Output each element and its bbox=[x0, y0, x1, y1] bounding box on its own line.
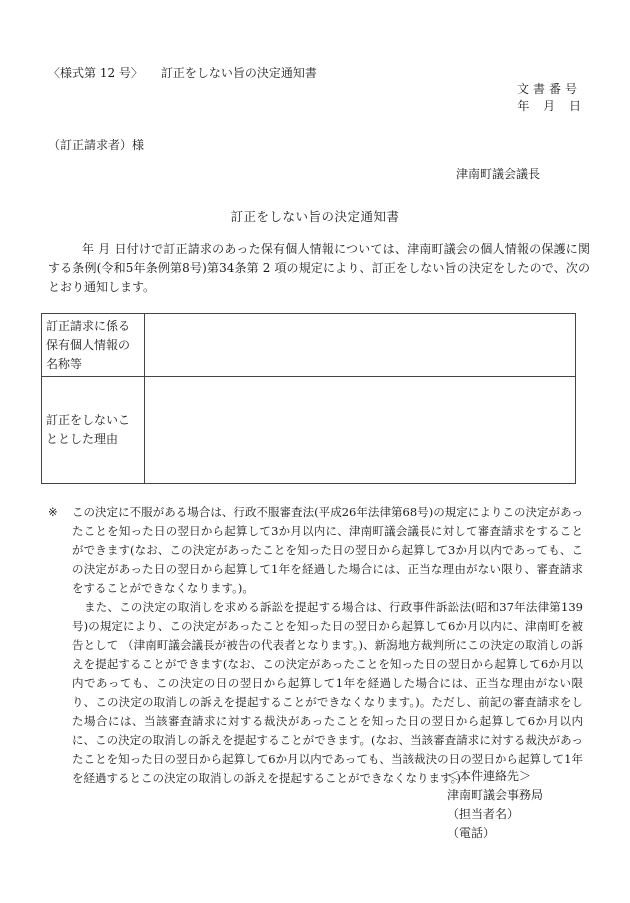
contact-phone: （電話） bbox=[447, 826, 496, 840]
appeal-note bbox=[48, 503, 583, 788]
document-date-label: 年 月 日 bbox=[517, 99, 581, 113]
table-label-reason: 訂正をしないこととした理由 bbox=[42, 377, 145, 484]
contact-block bbox=[447, 767, 543, 843]
document-number-label: 文書番号 bbox=[516, 82, 581, 96]
form-label: 〈様式第 12 号〉 訂正をしない旨の決定通知書 bbox=[48, 66, 317, 80]
document-title: 訂正をしない旨の決定通知書 bbox=[230, 209, 400, 224]
info-table bbox=[41, 313, 576, 484]
contact-person: （担当者名） bbox=[447, 807, 520, 821]
table-label-info-name: 訂正請求に係る保有個人情報の名称等 bbox=[42, 314, 145, 377]
note-paragraph-review: この決定に不服がある場合は、行政不服審査法(平成26年法律第68号)の規定によりこの決定があったことを知った日の翌日から起算して3か月以内に、津南町議会議長に対して審査請求をすることができます(なお、この決定があったことを知った日の翌日から起算して3か月以内であっても、この決定があった日の翌日から起算して1年を経過した場合には、正当な理由がない限り、審査請求をすることができなくなります。)。 bbox=[72, 505, 583, 595]
sender: 津南町議会議長 bbox=[455, 167, 540, 181]
table-row bbox=[42, 314, 576, 377]
note-mark: ※ bbox=[48, 505, 58, 519]
note-paragraph-lawsuit: また、この決定の取消しを求める訴訟を提起する場合は、行政事件訴訟法(昭和37年法律第139号)の規定により、この決定があったことを知った日の翌日から起算して6か月以内に、津南町を被告として （津南町議会議長が被告の代表者となります。)、新潟地方裁判所にこの決定の取消しの訴えを提起することができます(なお、この決定があったことを知った日の翌日から起算して6か月以内であっても、この決定の日の翌日から起算して1年を経過した場合には、正当な理由がない限り、この決定の取消しの訴えを提起することができなくなります。)。ただし、前記の審査請求をした場合には、当該審査請求に対する裁決があったことを知った日の翌日から起算して6か月以内に、この決定の取消しの訴えを提起することができます。(なお、当該審査請求に対する裁決があったことを知った日の翌日から起算して6か月以内であっても、当該裁決の日の翌日から起算して1年を経過するとこの決定の取消しの訴えを提起することができなくなります。) bbox=[72, 600, 583, 785]
table-value-info-name bbox=[145, 314, 576, 377]
intro-paragraph: 年 月 日付けで訂正請求のあった保有個人情報については、津南町議会の個人情報の保護に関する条例(令和5年条例第8号)第34条第 2 項の規定により、訂正をしない旨の決定をしたので、次のとおり通知します。 bbox=[48, 242, 590, 294]
table-row bbox=[42, 377, 576, 484]
contact-office: 津南町議会事務局 bbox=[447, 788, 544, 802]
recipient: （訂正請求者）様 bbox=[48, 138, 145, 152]
table-value-reason bbox=[145, 377, 576, 484]
contact-heading: ＜本件連絡先＞ bbox=[447, 769, 532, 783]
